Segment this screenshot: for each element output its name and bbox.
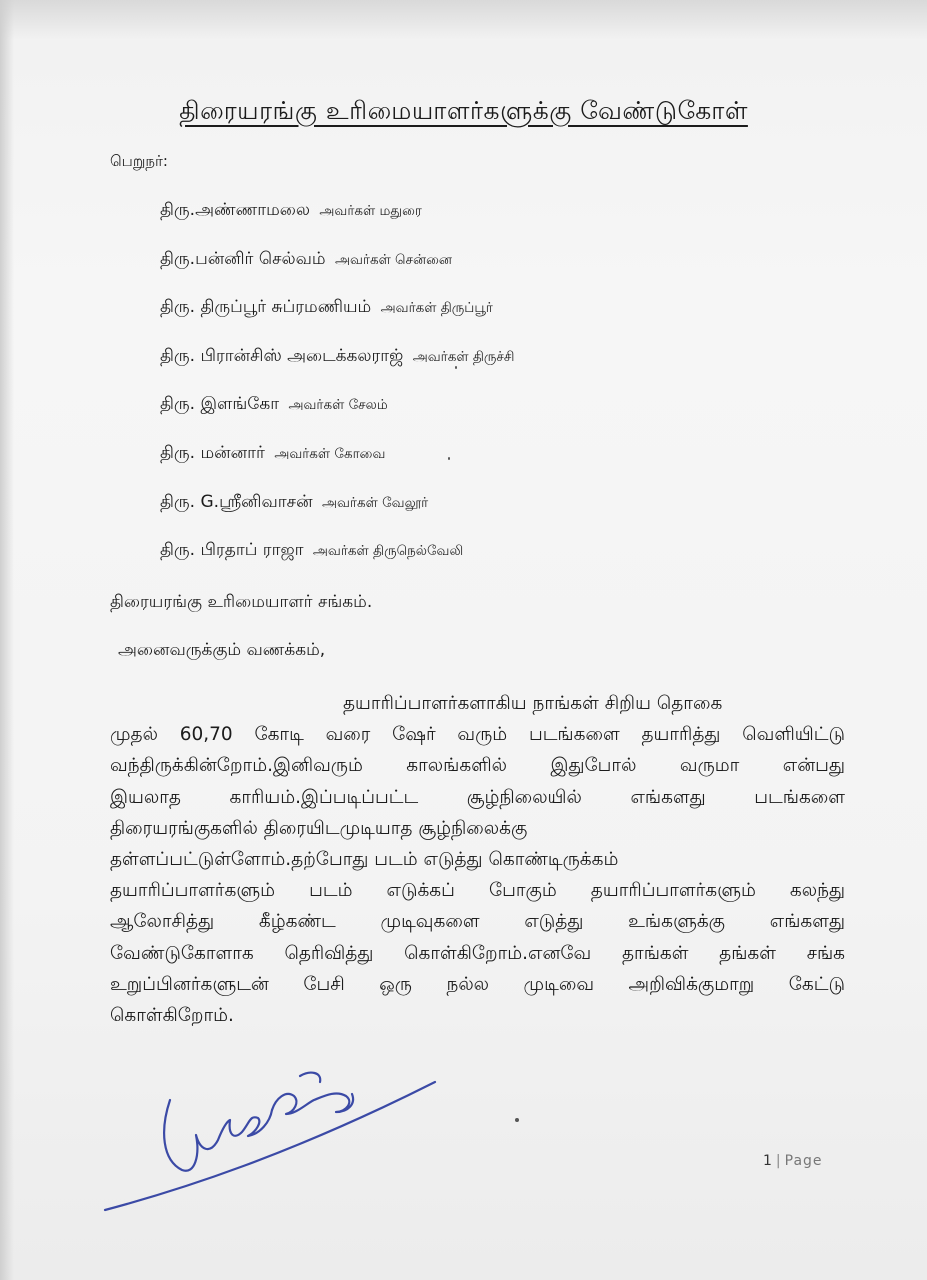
recipient-list [160, 200, 514, 589]
recipient-name: திரு.அண்ணாமலை [160, 200, 311, 220]
recipient-label: பெறுநர்: [110, 152, 168, 170]
association-name: திரையரங்கு உரிமையாளர் சங்கம். [110, 592, 373, 612]
letter-body [110, 688, 845, 1031]
recipient-item [160, 297, 514, 346]
paper-speck [515, 1118, 519, 1122]
page-separator: | [775, 1153, 782, 1169]
recipient-item [160, 200, 514, 249]
recipient-item [160, 540, 514, 589]
recipient-city: அவர்கள் திருப்பூர் [380, 300, 493, 317]
body-line: கொள்கிறோம். [110, 1005, 234, 1027]
greeting: அனைவருக்கும் வணக்கம், [118, 640, 326, 660]
recipient-name: திரு. திருப்பூர் சுப்ரமணியம் [160, 297, 372, 318]
recipient-name: திரு. பிரதாப் ராஜா [160, 540, 304, 561]
page-word: Page [784, 1153, 823, 1169]
recipient-name: திரு. இளங்கோ [160, 394, 280, 415]
page-edge-shadow [0, 0, 14, 1280]
body-line: உறுப்பினர்களுடன் பேசி ஒரு நல்ல முடிவை அறிவிக்குமாறு கேட்டு [110, 973, 845, 995]
paper-speck [455, 366, 457, 369]
body-line: திரையரங்குகளில் திரையிடமுடியாத சூழ்நிலைக்கு [110, 817, 528, 839]
recipient-city: அவர்கள் திருச்சி [412, 348, 515, 365]
page-number: 1 [763, 1153, 773, 1169]
body-line: வந்திருக்கின்றோம்.இனிவரும் காலங்களில் இதுபோல் வருமா என்பது [110, 755, 845, 777]
recipient-city: அவர்கள் வேலூர் [321, 494, 429, 511]
recipient-item [160, 492, 514, 541]
recipient-city: அவர்கள் கோவை [274, 445, 386, 462]
body-line: தயாரிப்பாளர்களும் படம் எடுக்கப் போகும் தயாரிப்பாளர்களும் கலந்து [110, 880, 845, 902]
recipient-city: அவர்கள் மதுரை [319, 203, 422, 219]
body-line: இயலாத காரியம்.இப்படிப்பட்ட சூழ்நிலையில் எங்களது படங்களை [110, 786, 845, 808]
recipient-item [160, 346, 514, 395]
recipient-name: திரு. பிரான்சிஸ் அடைக்கலராஜ் [160, 345, 404, 366]
recipient-item [160, 249, 514, 298]
recipient-city: அவர்கள் சேலம் [288, 397, 388, 414]
body-line: வேண்டுகோளாக தெரிவித்து கொள்கிறோம்.எனவே தாங்கள் தங்கள் சங்க [110, 942, 845, 964]
paper-speck [448, 457, 450, 460]
recipient-name: திரு. G.ஸ்ரீனிவாசன் [160, 491, 313, 512]
page-footer [763, 1153, 823, 1169]
recipient-name: திரு.பன்னிர் செல்வம் [160, 248, 326, 269]
handwritten-signature [100, 1060, 460, 1220]
body-line: தள்ளப்பட்டுள்ளோம்.தற்போது படம் எடுத்து கொண்டிருக்கம் [110, 849, 619, 871]
recipient-city: அவர்கள் திருநெல்வேலி [312, 543, 464, 560]
document-title: திரையரங்கு உரிமையாளர்களுக்கு வேண்டுகோள் [179, 96, 748, 125]
body-line: ஆலோசித்து கீழ்கண்ட முடிவுகளை எடுத்து உங்களுக்கு எங்களது [110, 911, 845, 933]
body-line: தயாரிப்பாளர்களாகிய நாங்கள் சிறிய தொகை [343, 693, 723, 714]
recipient-name: திரு. மன்னார் [160, 442, 265, 463]
recipient-item [160, 394, 514, 443]
recipient-city: அவர்கள் சென்னை [334, 251, 452, 268]
recipient-item [160, 443, 514, 492]
body-line: முதல் 60,70 கோடி வரை ஷேர் வரும் படங்களை தயாரித்து வெளியிட்டு [110, 724, 845, 746]
